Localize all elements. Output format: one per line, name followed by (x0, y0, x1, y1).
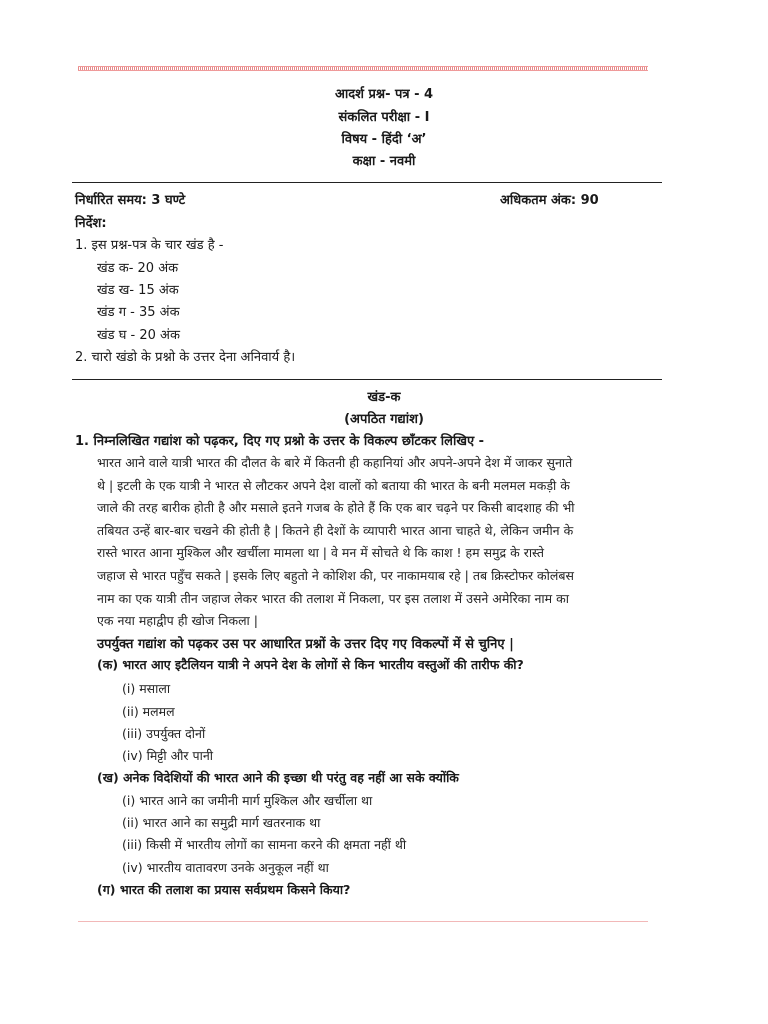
subject: विषय - हिंदी ‘अ’ (341, 132, 427, 147)
option: (ii) मलमल (122, 704, 175, 719)
option: (i) मसाला (122, 681, 171, 696)
exam-name: संकलित परीक्षा - I (338, 110, 430, 125)
passage-line: जाले की तरह बारीक होती है और मसाले इतने गजब के होते हैं कि एक बार चढ़ने पर किसी बादशाह की भी (97, 500, 575, 516)
sub-question-ka: (क) भारत आए इटैलियन यात्री ने अपने देश के लोगों से किन भारतीय वस्तुओं की तारीफ की? (97, 657, 524, 672)
section-heading: खंड-क (367, 390, 401, 405)
option: (i) भारत आने का जमीनी मार्ग मुश्किल और खर्चीला था (122, 793, 373, 808)
option: (ii) भारत आने का समुद्री मार्ग खतरनाक था (122, 815, 321, 830)
section-marks-item: खंड क- 20 अंक (97, 261, 179, 276)
section-marks-item: खंड ख- 15 अंक (97, 283, 179, 298)
option: (iii) उपर्युक्त दोनों (122, 726, 206, 741)
section-marks-item: खंड ग - 35 अंक (97, 305, 180, 320)
top-decorative-rule (78, 66, 648, 71)
passage-line: तबियत उन्हें बार-बार चखने की होती है | कितने ही देशों के व्यापारी भारत आना चाहते थे, लेकिन जमीन के (97, 522, 574, 538)
passage-line: नाम का एक यात्री तीन जहाज लेकर भारत की तलाश में निकला, पर इस तलाश में उसने अमेरिका नाम का (97, 590, 569, 606)
instruction-item: 1. इस प्रश्न-पत्र के चार खंड है - (75, 238, 224, 253)
bottom-decorative-rule (78, 921, 648, 922)
passage-line: रास्ते भारत आना मुश्किल और खर्चीला मामला था | वे मन में सोचते थे कि काश ! हम समुद्र के रास्ते (97, 545, 545, 561)
passage-line: जहाज से भारत पहुँच सकते | इसके लिए बहुतो ने कोशिश की, पर नाकामयाब रहे | तब क्रिस्टोफर कोलंबस (97, 567, 574, 583)
passage (97, 452, 681, 633)
sub-question-kha: (ख) अनेक विदेशियों की भारत आने की इच्छा थी परंतु वह नहीं आ सके क्योंकि (97, 770, 459, 785)
section-marks-item: खंड घ - 20 अंक (97, 328, 180, 343)
passage-line: भारत आने वाले यात्री भारत की दौलत के बारे में कितनी ही कहानियां और अपने-अपने देश में जाकर सुनाते (97, 455, 573, 470)
time-allowed: निर्धारित समय: 3 घण्टे (75, 193, 186, 208)
paper-title: आदर्श प्रश्न- पत्र - 4 (334, 87, 434, 102)
instruction-item: 2. चारो खंडो के प्रश्नो के उत्तर देना अनिवार्य है। (75, 350, 296, 365)
instructions-heading: निर्देश: (75, 216, 107, 231)
question-prompt: 1. निम्नलिखित गद्यांश को पढ़कर, दिए गए प्रश्नो के उत्तर के विकल्प छाँटकर लिखिए - (75, 434, 485, 449)
sub-question-ga: (ग) भारत की तलाश का प्रयास सर्वप्रथम किसने किया? (97, 882, 351, 897)
instructions-divider (72, 379, 662, 380)
header-divider (72, 182, 662, 183)
passage-line: थे | इटली के एक यात्री ने भारत से लौटकर अपने देश वालों को बताया की भारत के बनी मलमल मकड़ी के (97, 477, 570, 493)
option: (iv) भारतीय वातावरण उनके अनुकूल नहीं था (122, 860, 329, 875)
max-marks: अधिकतम अंक: 90 (500, 193, 599, 208)
section-subtitle: (अपठित गद्यांश) (344, 412, 424, 427)
class-name: कक्षा - नवमी (352, 154, 416, 169)
option: (iv) मिट्टी और पानी (122, 748, 214, 763)
passage-line: एक नया महाद्वीप ही खोज निकला | (97, 613, 258, 629)
option: (iii) किसी में भारतीय लोगों का सामना करने की क्षमता नहीं थी (122, 837, 407, 852)
answer-instruction: उपर्युक्त गद्यांश को पढ़कर उस पर आधारित प्रश्नों के उत्तर दिए गए विकल्पों में से चुनिए | (97, 637, 514, 652)
